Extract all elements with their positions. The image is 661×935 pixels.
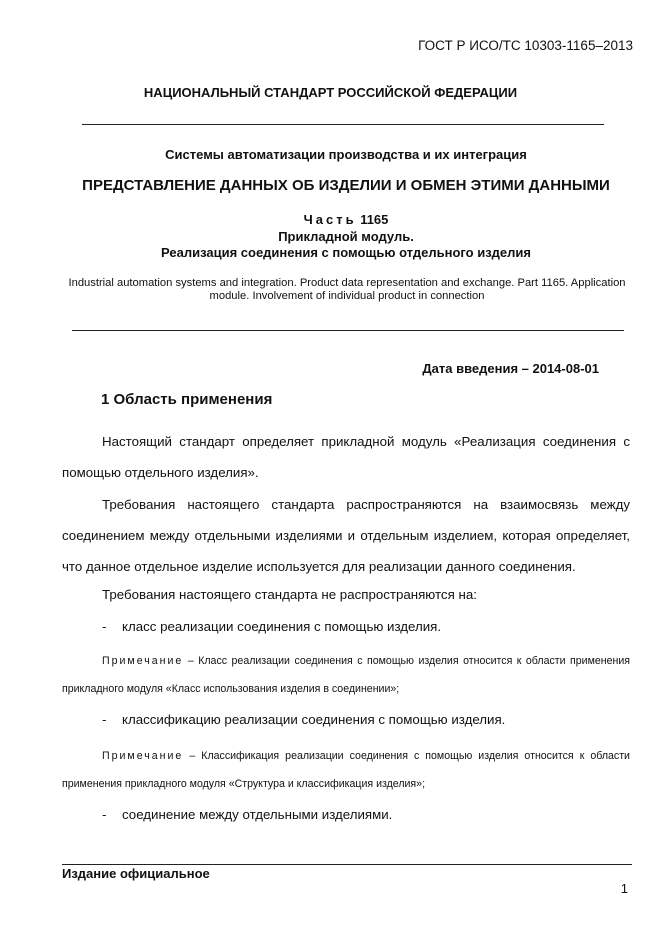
section-heading: 1 Область применения xyxy=(101,391,273,408)
footer-divider xyxy=(62,864,632,865)
part-module-title: Реализация соединения с помощью отдельного изделия xyxy=(161,245,531,260)
document-code: ГОСТ Р ИСО/ТС 10303-1165–2013 xyxy=(418,38,633,53)
list-item: - соединение между отдельными изделиями. xyxy=(102,807,393,822)
page-number: 1 xyxy=(620,881,628,896)
list-item: - класс реализации соединения с помощью изделия. xyxy=(102,619,442,634)
english-title: Industrial automation systems and integration. Product data representation and exchange. Part 1165. Application module. Involvement of individual product in connection xyxy=(68,277,626,302)
list-item: - классификацию реализации соединения с помощью изделия. xyxy=(102,712,506,727)
note: Примечание – Классификация реализации соединения с помощью изделия относится к области применения прикладного модуля «Структура и классификация изделия»; xyxy=(62,750,630,790)
part-word: Часть xyxy=(303,212,357,227)
divider xyxy=(72,330,624,331)
divider xyxy=(82,124,604,125)
paragraph: Требования настоящего стандарта не распространяются на: xyxy=(102,587,477,602)
series-subtitle: Системы автоматизации производства и их интеграция xyxy=(165,147,527,162)
part-module-line: Прикладной модуль. xyxy=(278,229,414,244)
national-standard-heading: НАЦИОНАЛЬНЫЙ СТАНДАРТ РОССИЙСКОЙ ФЕДЕРАЦИИ xyxy=(143,85,518,100)
note: Примечание – Класс реализации соединения с помощью изделия относится к области применения прикладного модуля «Класс использования изделия в соединении»; xyxy=(62,655,630,695)
intro-date: Дата введения – 2014-08-01 xyxy=(422,361,599,376)
paragraph: Настоящий стандарт определяет прикладной модуль «Реализация соединения с помощью отдельного изделия». xyxy=(62,434,630,480)
paragraph: Требования настоящего стандарта распространяются на взаимосвязь между соединением между отдельными изделиями и отдельным изделием, которая определяет, что данное отдельное изделие используется для реализации данного соединения. xyxy=(62,497,630,574)
part-label xyxy=(0,212,661,227)
part-number: 1165 xyxy=(360,212,389,227)
edition-label: Издание официальное xyxy=(62,866,210,881)
main-title: ПРЕДСТАВЛЕНИЕ ДАННЫХ ОБ ИЗДЕЛИИ И ОБМЕН ЭТИМИ ДАННЫМИ xyxy=(82,177,610,194)
